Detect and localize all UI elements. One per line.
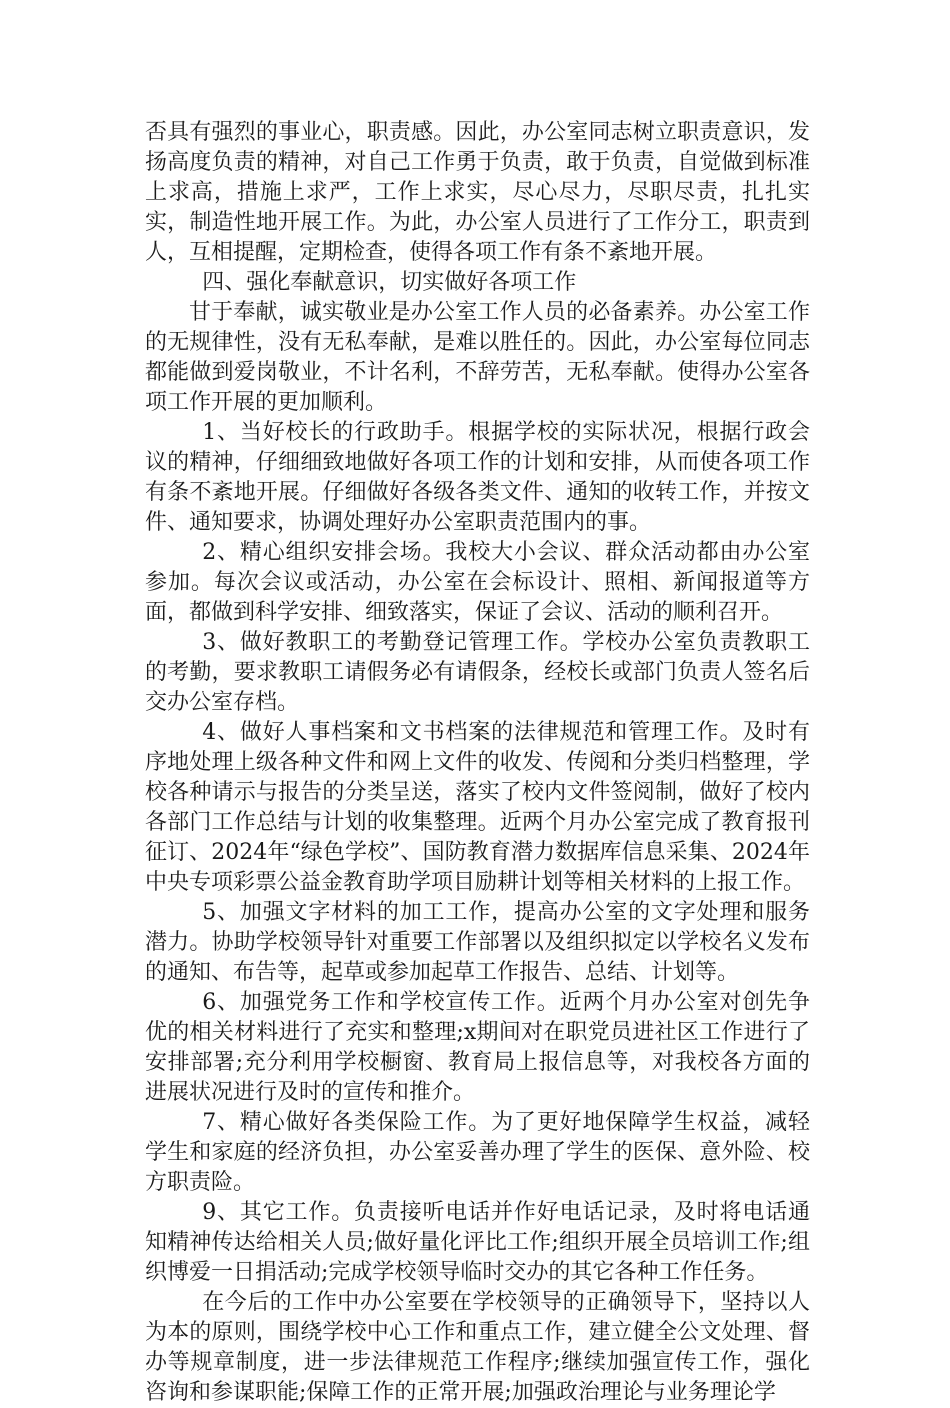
document-body [145,118,810,1408]
list-item-3: 3、做好教职工的考勤登记管理工作。学校办公室负责教职工的考勤，要求教职工请假务必有请假条，经校长或部门负责人签名后交办公室存档。 [145,630,810,715]
section-heading: 四、强化奉献意识，切实做好各项工作 [202,270,577,295]
list-item-4: 4、做好人事档案和文书档案的法律规范和管理工作。及时有序地处理上级各种文件和网上文件的收发、传阅和分类归档整理，学校各种请示与报告的分类呈送，落实了校内文件签阅制，做好了校内各部门工作总结与计划的收集整理。近两个月办公室完成了教育报刊征订、2024年“绿色学校”、国防教育潜力数据库信息采集、2024年中央专项彩票公益金教育助学项目励耕计划等相关材料的上报工作。 [145,720,810,895]
list-item-5: 5、加强文字材料的加工工作，提高办公室的文字处理和服务潜力。协助学校领导针对重要工作部署以及组织拟定以学校名义发布的通知、布告等，起草或参加起草工作报告、总结、计划等。 [145,900,810,985]
closing-paragraph: 在今后的工作中办公室要在学校领导的正确领导下，坚持以人为本的原则，围绕学校中心工作和重点工作，建立健全公文处理、督办等规章制度，进一步法律规范工作程序;继续加强宣传工作，强化咨询和参谋职能;保障工作的正常开展;加强政治理论与业务理论学 [145,1290,810,1405]
list-item-7: 7、精心做好各类保险工作。为了更好地保障学生权益，减轻学生和家庭的经济负担，办公室妥善办理了学生的医保、意外险、校方职责险。 [145,1110,810,1195]
list-item-1: 1、当好校长的行政助手。根据学校的实际状况，根据行政会议的精神，仔细细致地做好各项工作的计划和安排，从而使各项工作有条不紊地开展。仔细做好各级各类文件、通知的收转工作，并按文件、通知要求，协调处理好办公室职责范围内的事。 [145,420,810,535]
list-item-2: 2、精心组织安排会场。我校大小会议、群众活动都由办公室参加。每次会议或活动，办公室在会标设计、照相、新闻报道等方面，都做到科学安排、细致落实，保证了会议、活动的顺利召开。 [145,540,810,625]
paragraph: 甘于奉献，诚实敬业是办公室工作人员的必备素养。办公室工作的无规律性，没有无私奉献，是难以胜任的。因此，办公室每位同志都能做到爱岗敬业，不计名利，不辞劳苦，无私奉献。使得办公室各项工作开展的更加顺利。 [145,300,810,415]
list-item-6: 6、加强党务工作和学校宣传工作。近两个月办公室对创先争优的相关材料进行了充实和整理;x期间对在职党员进社区工作进行了安排部署;充分利用学校橱窗、教育局上报信息等，对我校各方面的进展状况进行及时的宣传和推介。 [145,990,810,1105]
list-item-9: 9、其它工作。负责接听电话并作好电话记录，及时将电话通知精神传达给相关人员;做好量化评比工作;组织开展全员培训工作;组织博爱一日捐活动;完成学校领导临时交办的其它各种工作任务。 [145,1200,810,1285]
paragraph-continuation: 否具有强烈的事业心，职责感。因此，办公室同志树立职责意识，发扬高度负责的精神，对自己工作勇于负责，敢于负责，自觉做到标准上求高，措施上求严，工作上求实，尽心尽力，尽职尽责，扎扎实实，制造性地开展工作。为此，办公室人员进行了工作分工，职责到人，互相提醒，定期检查，使得各项工作有条不紊地开展。 [145,120,810,265]
